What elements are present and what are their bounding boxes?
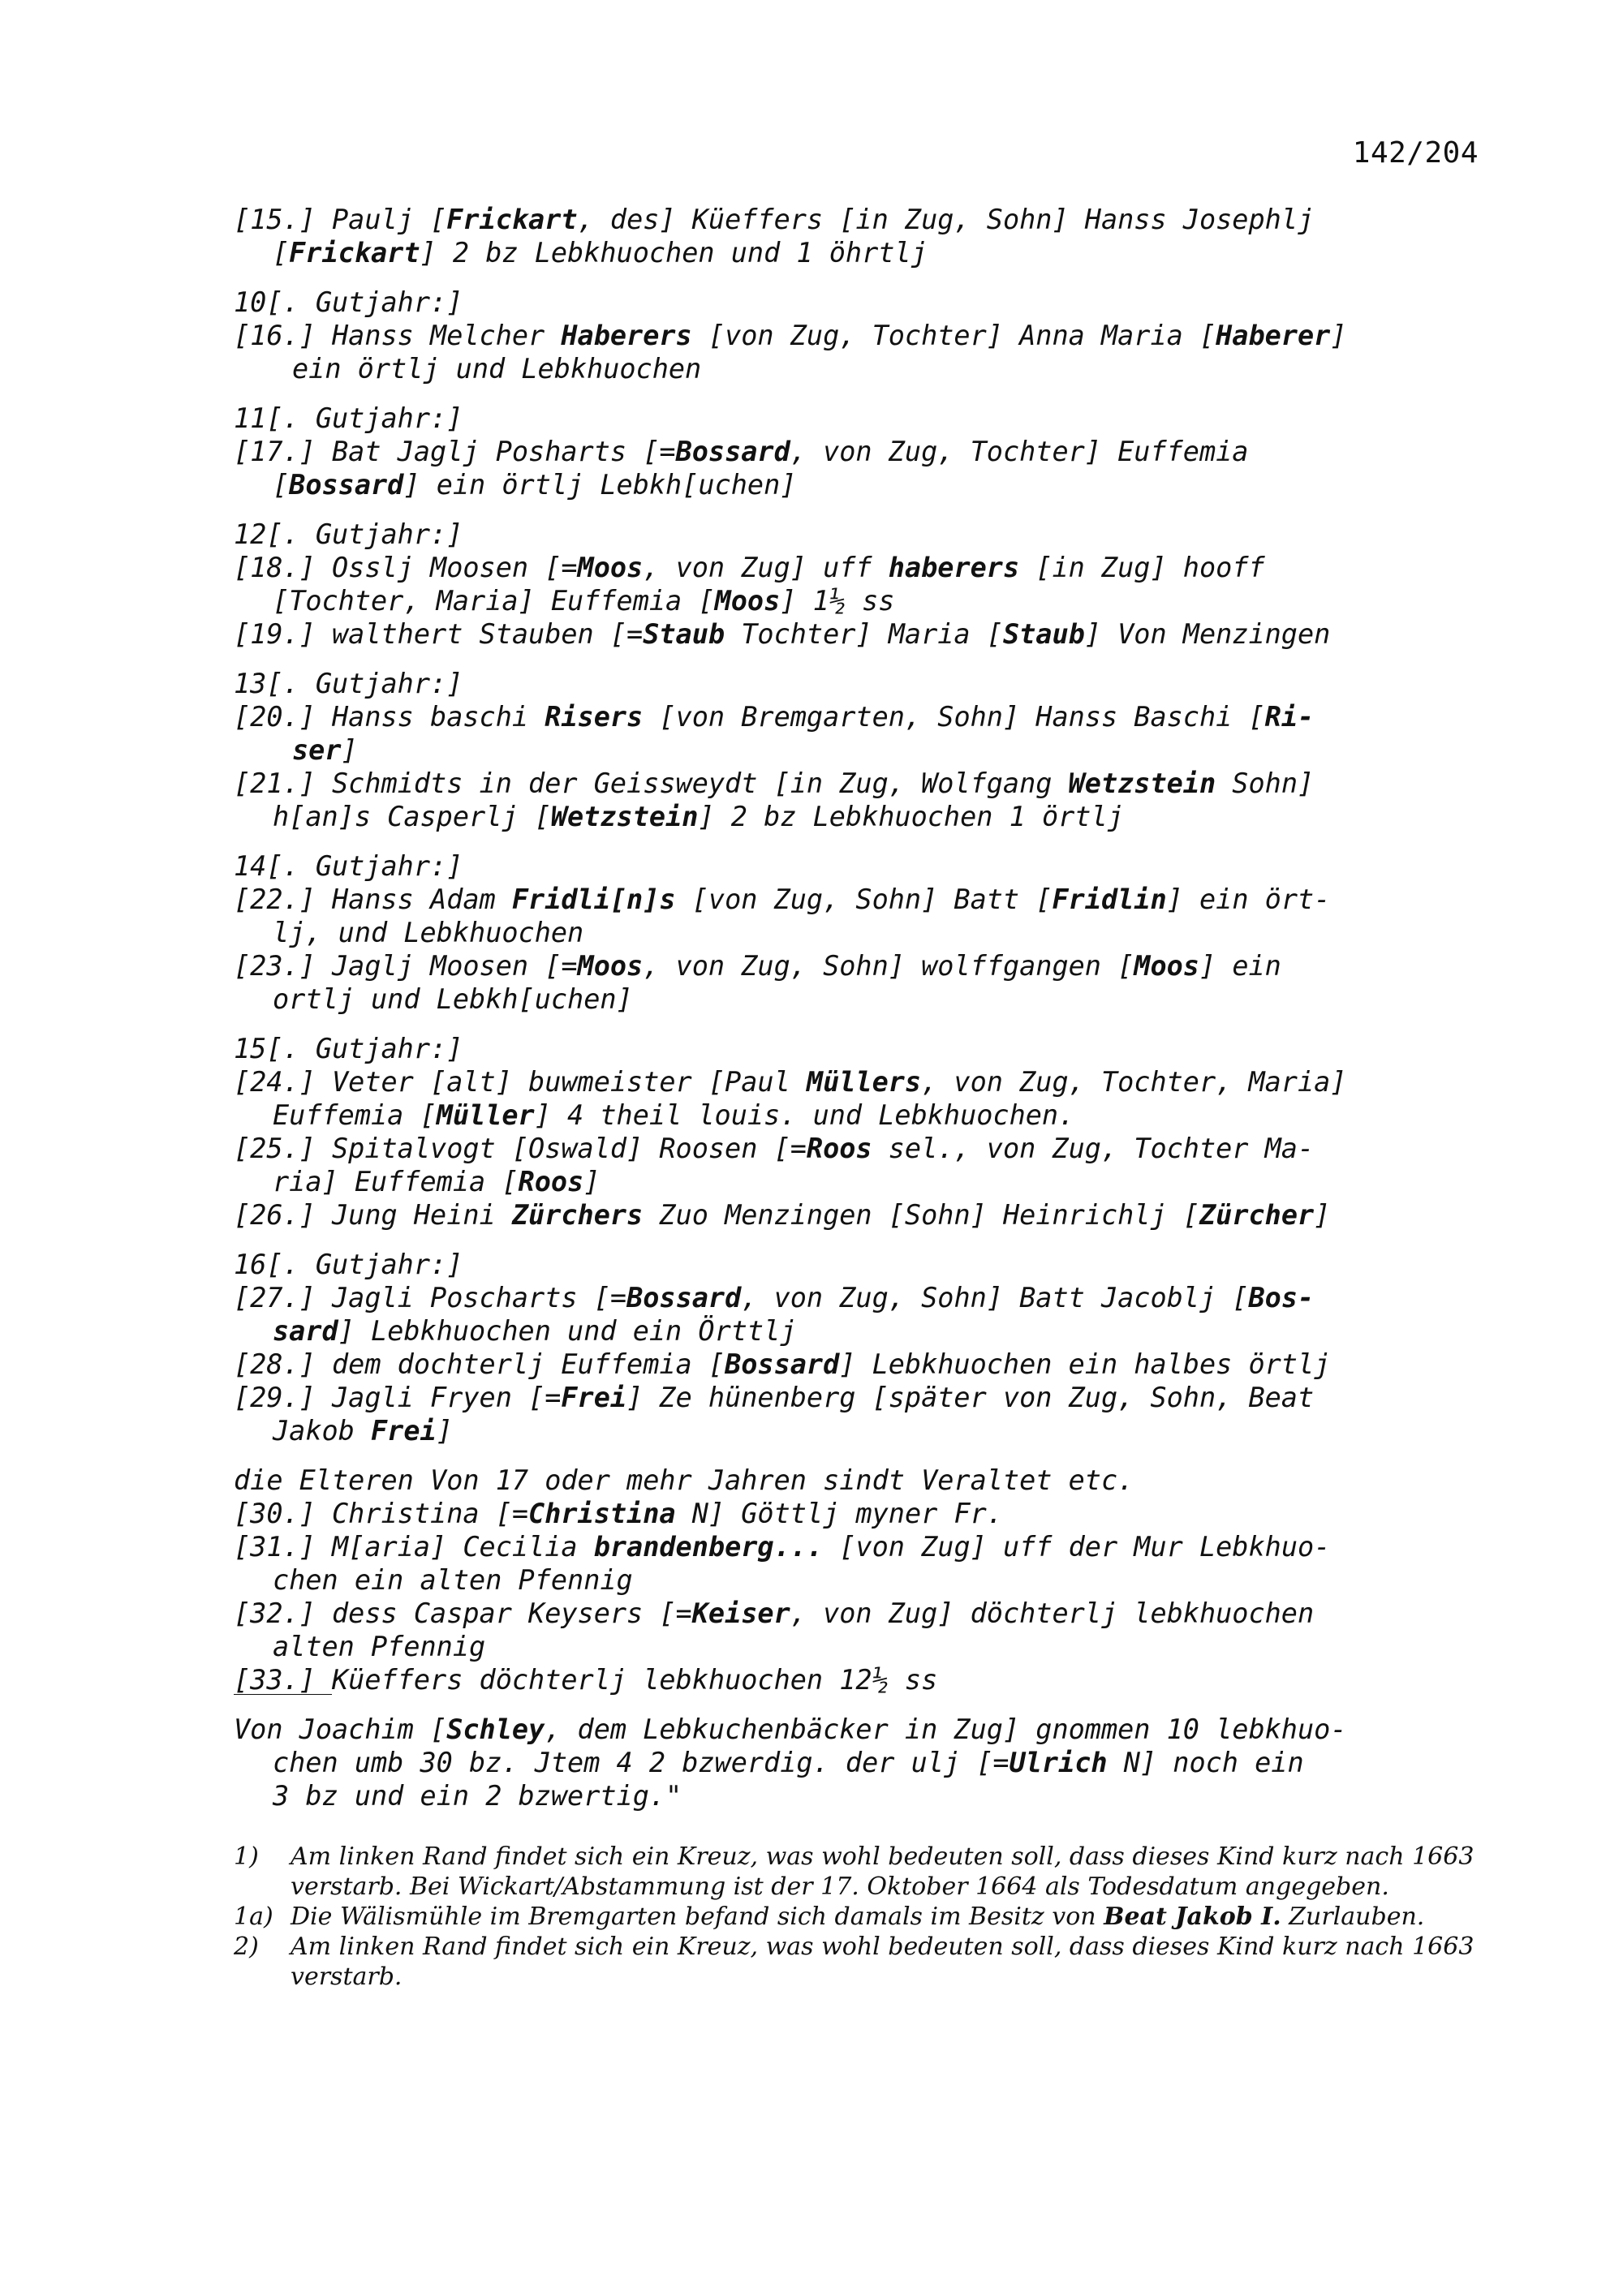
section-heading: 16[. Gutjahr:] (234, 1249, 463, 1280)
footnote-text: Am linken Rand findet sich ein Kreuz, was wohl bedeuten soll, dass dieses Kind kurz nach 1663 verstarb. (291, 1933, 1474, 1991)
entry-line: [29.] Jagli Fryen [=Frei] Ze hünenberg [später von Zug, Sohn, Beat (234, 1382, 1315, 1413)
footnote-number: 1a) (234, 1903, 273, 1931)
entry-line: [24.] Veter [alt] buwmeister [Paul Müllers, von Zug, Tochter, Maria] (234, 1066, 1347, 1098)
section-heading: 15[. Gutjahr:] (234, 1033, 463, 1064)
footnote-number: 1) (234, 1842, 259, 1871)
section-heading: 13[. Gutjahr:] (234, 668, 463, 699)
entry-continuation: ortlj und Lebkh[uchen] (273, 983, 633, 1015)
entry-line: [16.] Hanss Melcher Haberers [von Zug, Tochter] Anna Maria [Haberer] (234, 320, 1347, 351)
entry-continuation: [Tochter, Maria] Euffemia [Moos] 1½ ss (273, 585, 895, 617)
entry-continuation: [Frickart] 2 bz Lebkhuochen und 1 öhrtlj (273, 237, 928, 269)
entry-line: [19.] walthert Stauben [=Staub Tochter] Maria [Staub] Von Menzingen (234, 618, 1331, 650)
entry-line: [28.] dem dochterlj Euffemia [Bossard] Lebkhuochen ein halbes örtlj (234, 1348, 1331, 1380)
closing-continuation: 3 bz und ein 2 bzwertig." (273, 1780, 682, 1812)
entry-continuation: Euffemia [Müller] 4 theil louis. und Lebkhuochen. (273, 1099, 1075, 1131)
footnote-text: Die Wälismühle im Bremgarten befand sich damals im Besitz von Beat Jakob I. Zurlauben. (291, 1903, 1425, 1931)
entry-continuation: Jakob Frei] (273, 1415, 453, 1447)
entry-line: [18.] Osslj Moosen [=Moos, von Zug] uff haberers [in Zug] hooff (234, 552, 1265, 583)
entry-continuation: chen ein alten Pfennig (273, 1564, 633, 1596)
entry-line: [23.] Jaglj Moosen [=Moos, von Zug, Sohn] wolffgangen [Moos] ein (234, 950, 1281, 982)
section-heading: 10[. Gutjahr:] (234, 286, 463, 318)
entry-line: [17.] Bat Jaglj Posharts [=Bossard, von Zug, Tochter] Euffemia (234, 436, 1249, 467)
entry-line: [27.] Jagli Poscharts [=Bossard, von Zug, Sohn] Batt Jacoblj [Bos- (234, 1282, 1315, 1314)
footnote-number: 2) (234, 1933, 259, 1961)
entry-continuation: ser] (292, 734, 358, 766)
entry-continuation: ria] Euffemia [Roos] (273, 1166, 601, 1197)
entry-line: [31.] M[aria] Cecilia brandenberg... [von Zug] uff der Mur Lebkhuo- (234, 1531, 1331, 1563)
entry-continuation: ein örtlj und Lebkhuochen (292, 353, 702, 385)
entry-continuation: alten Pfennig (273, 1631, 486, 1662)
entry-line: [21.] Schmidts in der Geissweydt [in Zug, Wolfgang Wetzstein Sohn] (234, 767, 1315, 799)
transcription-body (234, 203, 1500, 1812)
entry-line: [15.] Paulj [Frickart, des] Küeffers [in Zug, Sohn] Hanss Josephlj (234, 204, 1315, 235)
footnote (234, 1902, 1500, 1932)
entry-line: [25.] Spitalvogt [Oswald] Roosen [=Roos sel., von Zug, Tochter Ma- (234, 1133, 1315, 1164)
entry-line: [33.] Küeffers döchterlj lebkhuochen 12½ ss (234, 1664, 938, 1696)
section-heading: die Elteren Von 17 oder mehr Jahren sindt Veraltet etc. (234, 1464, 1134, 1496)
section-heading: 11[. Gutjahr:] (234, 402, 463, 434)
page-number: 142/204 (1352, 136, 1479, 170)
footnote-text: Am linken Rand findet sich ein Kreuz, was wohl bedeuten soll, dass dieses Kind kurz nach 1663 verstarb. Bei Wickart/Abstammung ist der 17. Oktober 1664 als Todesdatum angegeben. (291, 1842, 1474, 1901)
section-heading: 14[. Gutjahr:] (234, 850, 463, 882)
entry-continuation: sard] Lebkhuochen und ein Örttlj (273, 1315, 797, 1347)
entry-continuation: h[an]s Casperlj [Wetzstein] 2 bz Lebkhuochen 1 örtlj (273, 801, 1124, 832)
entry-line: [30.] Christina [=Christina N] Göttlj myner Fr. (234, 1498, 1003, 1529)
closing-paragraph: Von Joachim [Schley, dem Lebkuchenbäcker in Zug] gnommen 10 lebkhuo- (234, 1713, 1347, 1745)
entry-line: [22.] Hanss Adam Fridli[n]s [von Zug, Sohn] Batt [Fridlin] ein ört- (234, 884, 1331, 915)
entry-line: [32.] dess Caspar Keysers [=Keiser, von Zug] döchterlj lebkhuochen (234, 1597, 1315, 1629)
footnote (234, 1932, 1500, 1992)
entry-line: [20.] Hanss baschi Risers [von Bremgarten, Sohn] Hanss Baschi [Ri- (234, 701, 1315, 733)
entry-continuation: lj, und Lebkhuochen (273, 917, 584, 948)
section-heading: 12[. Gutjahr:] (234, 518, 463, 550)
closing-continuation: chen umb 30 bz. Jtem 4 2 bzwerdig. der ulj [=Ulrich N] noch ein (273, 1747, 1304, 1778)
footnotes (234, 1842, 1500, 1992)
entry-continuation: [Bossard] ein örtlj Lebkh[uchen] (273, 469, 797, 501)
footnote (234, 1842, 1500, 1902)
entry-line: [26.] Jung Heini Zürchers Zuo Menzingen [Sohn] Heinrichlj [Zürcher] (234, 1199, 1331, 1231)
